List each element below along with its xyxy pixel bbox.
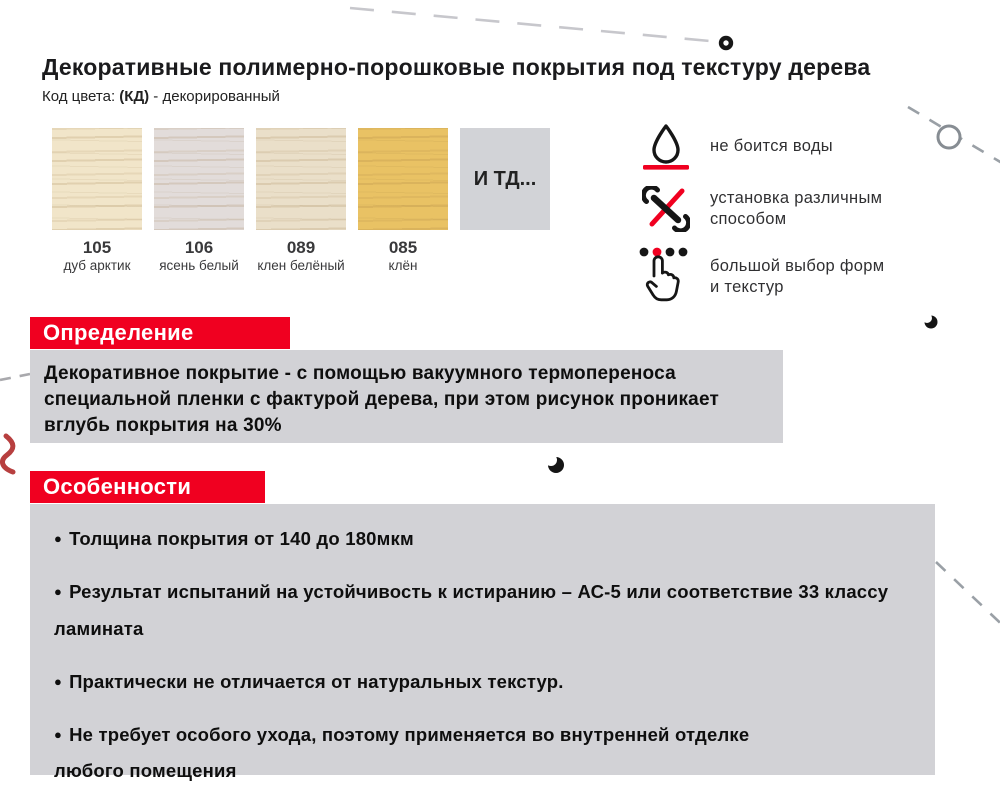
- bottom-right-dashes: [936, 562, 1000, 636]
- red-squiggle: [2, 436, 13, 472]
- comma-shape-right: [922, 313, 938, 329]
- definition-body: Декоративное покрытие - с помощью вакуумного термопереноса специальной пленки с фактурой дерева, при этом рисунок проникает вглубь покрытия на 30%: [30, 350, 783, 443]
- tools-icon: [638, 186, 694, 232]
- comma-shape-middle: [545, 454, 564, 473]
- swatch-085-texture: [358, 128, 448, 230]
- swatch-106: [154, 128, 244, 273]
- bullet-dot: ●: [54, 673, 63, 689]
- swatch-row: [52, 128, 550, 273]
- feature-bullet: ● Не требует особого ухода, поэтому применяется во внутренней отделке любого помещения: [54, 723, 750, 782]
- definition-header: Определение: [30, 317, 290, 349]
- swatch-name: клен белёный: [257, 258, 345, 273]
- swatch-105: [52, 128, 142, 273]
- features-panel: [30, 504, 935, 782]
- swatch-etc: [460, 128, 550, 273]
- feature-bullet: ● Результат испытаний на устойчивость к истиранию – АС-5 или соответствие 33 классу ламината: [54, 580, 889, 639]
- swatch-name: дуб арктик: [63, 258, 131, 273]
- swatch-085: [358, 128, 448, 273]
- top-dashed-line: [350, 8, 733, 50]
- feature-label: установка различным способом: [710, 188, 883, 228]
- icon-feature-list: [638, 122, 884, 308]
- hand-select-icon: [638, 246, 694, 308]
- swatch-106-texture: [154, 128, 244, 230]
- swatch-code: 106: [184, 238, 214, 257]
- swatch-105-texture: [52, 128, 142, 230]
- subtitle-code: (КД): [119, 88, 150, 105]
- bullet-dot: ●: [54, 726, 63, 742]
- feature-bullet: ● Практически не отличается от натуральных текстур.: [54, 670, 564, 692]
- etc-box: И ТД...: [460, 128, 550, 230]
- donut-dot: [719, 36, 733, 50]
- subtitle-suffix: - декорированный: [149, 88, 280, 105]
- features-header: Особенности: [30, 471, 265, 503]
- swatch-name: ясень белый: [159, 258, 239, 273]
- swatch-089: [256, 128, 346, 273]
- feature-bullet: ● Толщина покрытия от 140 до 180мкм: [54, 528, 414, 549]
- subtitle-prefix: Код цвета:: [42, 88, 120, 105]
- right-ring-dashed-line: [908, 107, 1000, 163]
- feature-label: большой выбор форм и текстур: [710, 256, 885, 296]
- bullet-dot: ●: [54, 531, 63, 546]
- swatch-code: 089: [286, 238, 316, 257]
- feature-install: [638, 186, 884, 232]
- swatch-code: 085: [388, 238, 418, 257]
- swatch-name: клён: [388, 258, 418, 273]
- swatch-code: 105: [82, 238, 112, 257]
- feature-label: не боится воды: [710, 137, 833, 156]
- left-mid-dashes: [0, 374, 30, 380]
- feature-choice: [638, 246, 884, 308]
- ring-circle: [938, 126, 960, 148]
- water-drop-icon: [638, 122, 694, 172]
- bullet-dot: ●: [54, 583, 63, 599]
- color-code-subtitle: [42, 88, 280, 105]
- feature-water: [638, 122, 884, 172]
- swatch-089-texture: [256, 128, 346, 230]
- page-title: Декоративные полимерно-порошковые покрытия под текстуру дерева: [42, 54, 871, 80]
